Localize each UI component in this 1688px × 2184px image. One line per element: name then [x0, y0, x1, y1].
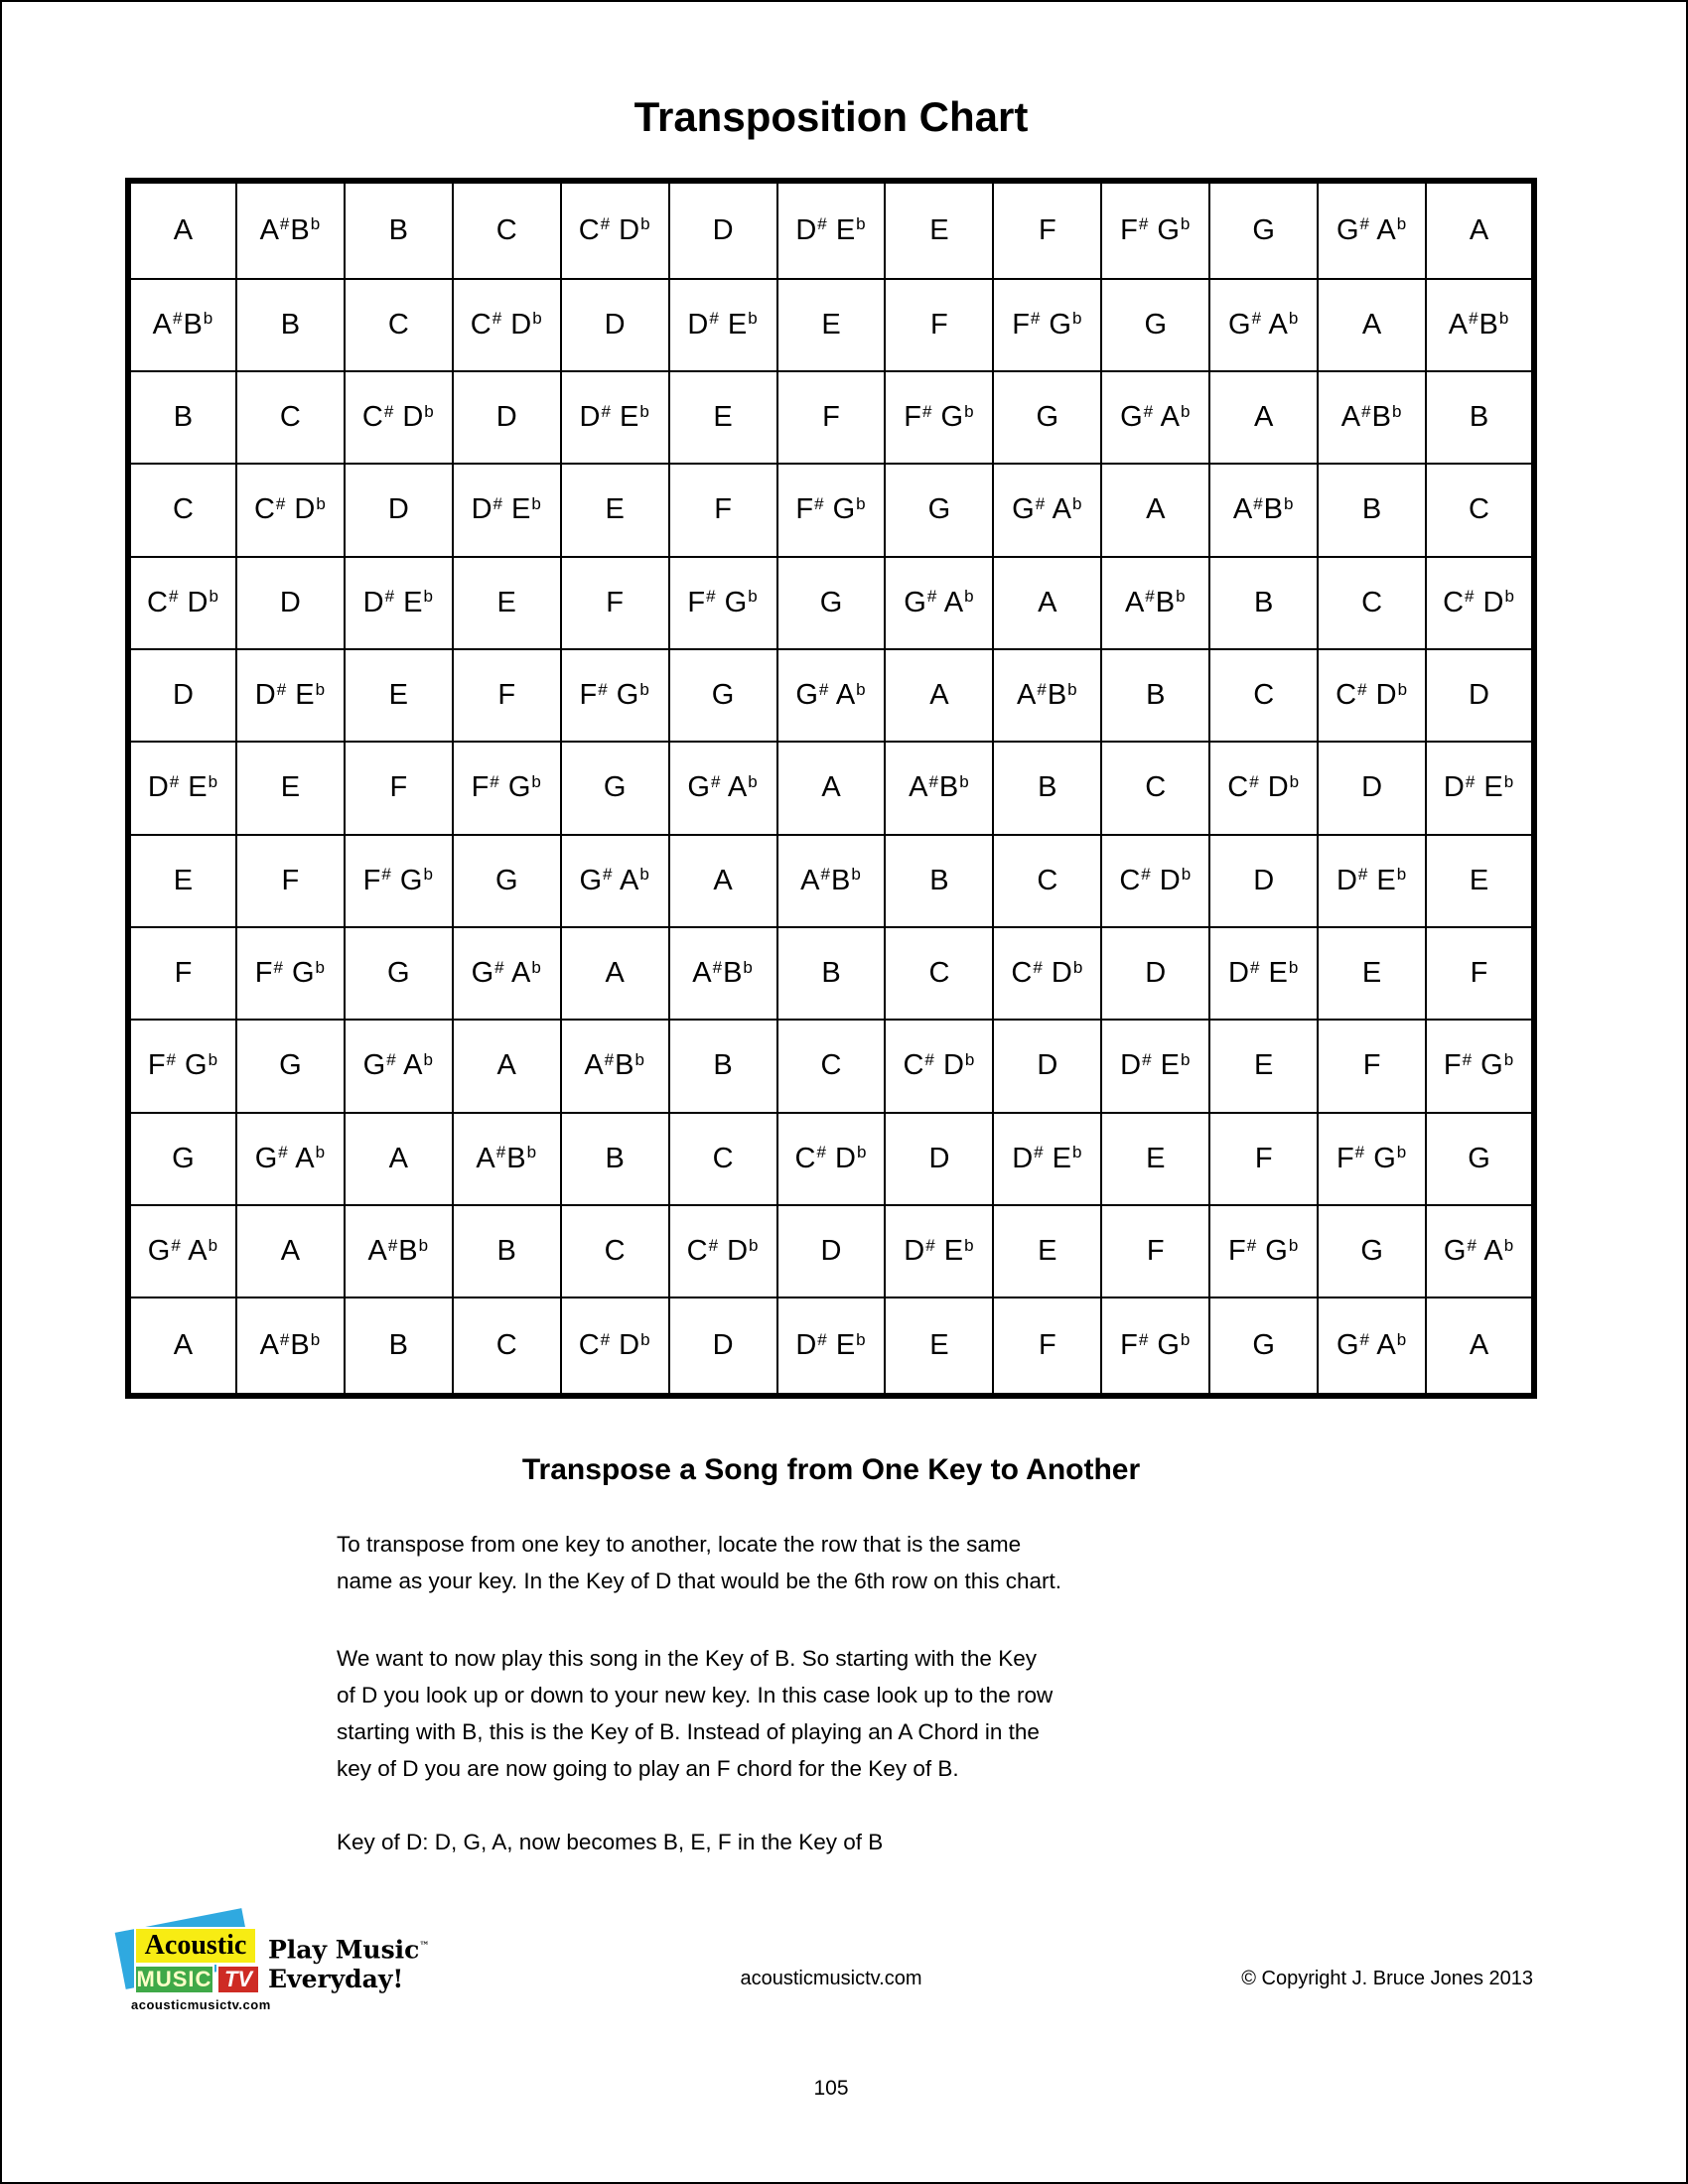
note-cell: B — [345, 181, 453, 279]
note-cell: B — [453, 1205, 561, 1297]
note-cell: A — [453, 1020, 561, 1112]
note-cell: G — [561, 742, 669, 834]
note-cell: $A^{\#}B^b$ — [236, 181, 345, 279]
note-cell: F# $G^b$ — [777, 464, 886, 556]
table-row — [128, 1205, 1534, 1297]
note-cell: C — [1426, 464, 1534, 556]
table-row — [128, 1020, 1534, 1112]
note-cell: C# $D^b$ — [561, 1297, 669, 1396]
note-cell: D — [885, 1113, 993, 1205]
note-cell: A — [128, 181, 236, 279]
note-cell: B — [1318, 464, 1426, 556]
table-row — [128, 649, 1534, 742]
note-cell: G — [453, 835, 561, 927]
note-cell: $A^{\#}B^b$ — [777, 835, 886, 927]
note-cell: A — [128, 1297, 236, 1396]
note-cell: D# $E^b$ — [236, 649, 345, 742]
note-cell: C — [453, 181, 561, 279]
note-cell: D — [993, 1020, 1101, 1112]
note-cell: C# $D^b$ — [993, 927, 1101, 1020]
note-cell: D# $E^b$ — [1426, 742, 1534, 834]
note-cell: A — [1209, 371, 1318, 464]
note-cell: C — [561, 1205, 669, 1297]
note-cell: D — [777, 1205, 886, 1297]
note-cell: D — [1318, 742, 1426, 834]
note-cell: C — [669, 1113, 777, 1205]
note-cell: G — [1101, 279, 1209, 371]
paragraph-transpose-example: We want to now play this song in the Key of B. So starting with the Key of D you look up or down to your new key. In this case look up to the row starting with B, this is the Key of B. Instead of playing an A Chord in the key of D you are now going to play an F chord for the Key of B. — [337, 1646, 1054, 1781]
note-cell: B — [885, 835, 993, 927]
footer-website: acousticmusictv.com — [740, 1968, 922, 1989]
note-cell: C — [1318, 557, 1426, 649]
note-cell: F# $G^b$ — [453, 742, 561, 834]
page-title: Transposition Chart — [633, 93, 1029, 140]
note-cell: B — [345, 1297, 453, 1396]
note-cell: G — [236, 1020, 345, 1112]
note-cell: G — [345, 927, 453, 1020]
note-cell: $A^{\#}B^b$ — [1426, 279, 1534, 371]
note-cell: F# $G^b$ — [128, 1020, 236, 1112]
note-cell: G — [669, 649, 777, 742]
table-row — [128, 371, 1534, 464]
note-cell: G — [1426, 1113, 1534, 1205]
note-cell: F# $G^b$ — [1101, 1297, 1209, 1396]
transposition-table — [125, 178, 1537, 1399]
note-cell: F — [561, 557, 669, 649]
note-cell: E — [236, 742, 345, 834]
table-row — [128, 742, 1534, 834]
table-row — [128, 835, 1534, 927]
note-cell: F# $G^b$ — [1101, 181, 1209, 279]
acoustic-music-tv-logo — [119, 1910, 536, 2014]
note-cell: D — [236, 557, 345, 649]
note-cell: E — [453, 557, 561, 649]
note-cell: G# $A^b$ — [885, 557, 993, 649]
note-cell: A — [561, 927, 669, 1020]
note-cell: F — [128, 927, 236, 1020]
note-cell: C# $D^b$ — [236, 464, 345, 556]
note-cell: D# $E^b$ — [777, 181, 886, 279]
note-cell: D# $E^b$ — [993, 1113, 1101, 1205]
note-cell: E — [1426, 835, 1534, 927]
note-cell: F — [777, 371, 886, 464]
note-cell: F# $G^b$ — [885, 371, 993, 464]
key-example-line: Key of D: D, G, A, now becomes B, E, F in the Key of B — [337, 1830, 884, 1854]
note-cell: D — [561, 279, 669, 371]
note-cell: D# $E^b$ — [453, 464, 561, 556]
note-cell: C — [885, 927, 993, 1020]
note-cell: $A^{\#}B^b$ — [236, 1297, 345, 1396]
note-cell: B — [561, 1113, 669, 1205]
note-cell: A — [1101, 464, 1209, 556]
note-cell: F# $G^b$ — [669, 557, 777, 649]
note-cell: F# $G^b$ — [1426, 1020, 1534, 1112]
note-cell: $A^{\#}B^b$ — [453, 1113, 561, 1205]
note-cell: E — [1318, 927, 1426, 1020]
note-cell: B — [777, 927, 886, 1020]
note-cell: $A^{\#}B^b$ — [1101, 557, 1209, 649]
note-cell: A — [345, 1113, 453, 1205]
note-cell: $A^{\#}B^b$ — [561, 1020, 669, 1112]
table-row — [128, 1297, 1534, 1396]
note-cell: A — [777, 742, 886, 834]
note-cell: E — [1101, 1113, 1209, 1205]
note-cell: A — [669, 835, 777, 927]
note-cell: G# $A^b$ — [669, 742, 777, 834]
note-cell: D# $E^b$ — [1209, 927, 1318, 1020]
note-cell: D# $E^b$ — [1318, 835, 1426, 927]
note-cell: G — [777, 557, 886, 649]
note-cell: C# $D^b$ — [128, 557, 236, 649]
note-cell: F# $G^b$ — [1318, 1113, 1426, 1205]
note-cell: F# $G^b$ — [345, 835, 453, 927]
note-cell: C# $D^b$ — [453, 279, 561, 371]
note-cell: F — [453, 649, 561, 742]
note-cell: E — [777, 279, 886, 371]
logo-music-text: MUSIC — [136, 1967, 212, 1991]
note-cell: B — [128, 371, 236, 464]
logo-acoustic-box — [134, 1927, 257, 1965]
footer-copyright: © Copyright J. Bruce Jones 2013 — [1241, 1968, 1533, 1989]
note-cell: C — [1101, 742, 1209, 834]
table-row — [128, 464, 1534, 556]
note-cell: C# $D^b$ — [561, 181, 669, 279]
table-row — [128, 181, 1534, 279]
note-cell: G — [885, 464, 993, 556]
note-cell: C# $D^b$ — [1101, 835, 1209, 927]
note-cell: D# $E^b$ — [777, 1297, 886, 1396]
table-row — [128, 1113, 1534, 1205]
note-cell: D — [1209, 835, 1318, 927]
note-cell: G# $A^b$ — [561, 835, 669, 927]
note-cell: G — [993, 371, 1101, 464]
note-cell: F — [993, 181, 1101, 279]
paragraph-transpose-intro: To transpose from one key to another, locate the row that is the same name as your key. In the Key of D that would be the 6th row on this chart. — [337, 1532, 1061, 1593]
note-cell: B — [1426, 371, 1534, 464]
note-cell: D — [453, 371, 561, 464]
logo-website-text: acousticmusictv.com — [131, 1997, 271, 2012]
note-cell: G# $A^b$ — [993, 464, 1101, 556]
note-cell: $A^{\#}B^b$ — [993, 649, 1101, 742]
section-heading: Transpose a Song from One Key to Another — [521, 1453, 1141, 1486]
note-cell: E — [669, 371, 777, 464]
note-cell: G — [1209, 1297, 1318, 1396]
note-cell: G# $A^b$ — [345, 1020, 453, 1112]
note-cell: C — [453, 1297, 561, 1396]
note-cell: F — [236, 835, 345, 927]
note-cell: C — [777, 1020, 886, 1112]
note-cell: F — [345, 742, 453, 834]
note-cell: C — [993, 835, 1101, 927]
note-cell: E — [993, 1205, 1101, 1297]
note-cell: $A^{\#}B^b$ — [345, 1205, 453, 1297]
note-cell: D# $E^b$ — [561, 371, 669, 464]
note-cell: F — [993, 1297, 1101, 1396]
note-cell: G# $A^b$ — [1318, 181, 1426, 279]
note-cell: D# $E^b$ — [128, 742, 236, 834]
note-cell: F# $G^b$ — [236, 927, 345, 1020]
table-row — [128, 279, 1534, 371]
note-cell: C — [128, 464, 236, 556]
note-cell: $A^{\#}B^b$ — [128, 279, 236, 371]
table-row — [128, 927, 1534, 1020]
note-cell: A — [236, 1205, 345, 1297]
note-cell: $A^{\#}B^b$ — [669, 927, 777, 1020]
table-row — [128, 557, 1534, 649]
note-cell: $A^{\#}B^b$ — [1318, 371, 1426, 464]
note-cell: C# $D^b$ — [345, 371, 453, 464]
note-cell: D# $E^b$ — [669, 279, 777, 371]
note-cell: F# $G^b$ — [993, 279, 1101, 371]
note-cell: G# $A^b$ — [777, 649, 886, 742]
note-cell: E — [561, 464, 669, 556]
note-cell: D — [1101, 927, 1209, 1020]
note-cell: E — [128, 835, 236, 927]
note-cell: C — [236, 371, 345, 464]
note-cell: C — [1209, 649, 1318, 742]
note-cell: C# $D^b$ — [885, 1020, 993, 1112]
logo-tv-text: TV — [223, 1967, 253, 1991]
note-cell: F — [1209, 1113, 1318, 1205]
note-cell: C# $D^b$ — [669, 1205, 777, 1297]
note-cell: G# $A^b$ — [1101, 371, 1209, 464]
note-cell: A — [1426, 1297, 1534, 1396]
tagline-line1: Play Music — [268, 1935, 420, 1965]
note-cell: C# $D^b$ — [1426, 557, 1534, 649]
note-cell: E — [1209, 1020, 1318, 1112]
note-cell: A — [993, 557, 1101, 649]
note-cell: C# $D^b$ — [777, 1113, 886, 1205]
note-cell: C — [345, 279, 453, 371]
note-cell: G — [128, 1113, 236, 1205]
note-cell: G# $A^b$ — [128, 1205, 236, 1297]
transposition-table-body — [128, 181, 1534, 1396]
note-cell: D — [669, 181, 777, 279]
note-cell: F — [1426, 927, 1534, 1020]
note-cell: B — [993, 742, 1101, 834]
note-cell: E — [345, 649, 453, 742]
note-cell: G — [1209, 181, 1318, 279]
note-cell: G# $A^b$ — [1426, 1205, 1534, 1297]
note-cell: D# $E^b$ — [1101, 1020, 1209, 1112]
note-cell: A — [885, 649, 993, 742]
note-cell: D# $E^b$ — [345, 557, 453, 649]
note-cell: G# $A^b$ — [1318, 1297, 1426, 1396]
note-cell: G# $A^b$ — [1209, 279, 1318, 371]
note-cell: D — [128, 649, 236, 742]
note-cell: F — [669, 464, 777, 556]
page-number: 105 — [813, 2077, 849, 2100]
note-cell: D — [1426, 649, 1534, 742]
note-cell: B — [1101, 649, 1209, 742]
note-cell: A — [1318, 279, 1426, 371]
note-cell: D — [345, 464, 453, 556]
note-cell: F — [1101, 1205, 1209, 1297]
note-cell: E — [885, 181, 993, 279]
note-cell: B — [1209, 557, 1318, 649]
tagline-line2: Everyday! — [268, 1965, 404, 1994]
note-cell: F# $G^b$ — [561, 649, 669, 742]
note-cell: G — [1318, 1205, 1426, 1297]
note-cell: F — [885, 279, 993, 371]
note-cell: G# $A^b$ — [453, 927, 561, 1020]
note-cell: A — [1426, 181, 1534, 279]
note-cell: B — [236, 279, 345, 371]
note-cell: F — [1318, 1020, 1426, 1112]
note-cell: B — [669, 1020, 777, 1112]
note-cell: F# $G^b$ — [1209, 1205, 1318, 1297]
logo-acoustic-text: Acoustic — [144, 1930, 247, 1961]
note-cell: $A^{\#}B^b$ — [1209, 464, 1318, 556]
note-cell: E — [885, 1297, 993, 1396]
note-cell: C# $D^b$ — [1318, 649, 1426, 742]
trademark-symbol: ™ — [419, 1941, 430, 1952]
note-cell: C# $D^b$ — [1209, 742, 1318, 834]
note-cell: $A^{\#}B^b$ — [885, 742, 993, 834]
note-cell: D# $E^b$ — [885, 1205, 993, 1297]
note-cell: D — [669, 1297, 777, 1396]
note-cell: G# $A^b$ — [236, 1113, 345, 1205]
